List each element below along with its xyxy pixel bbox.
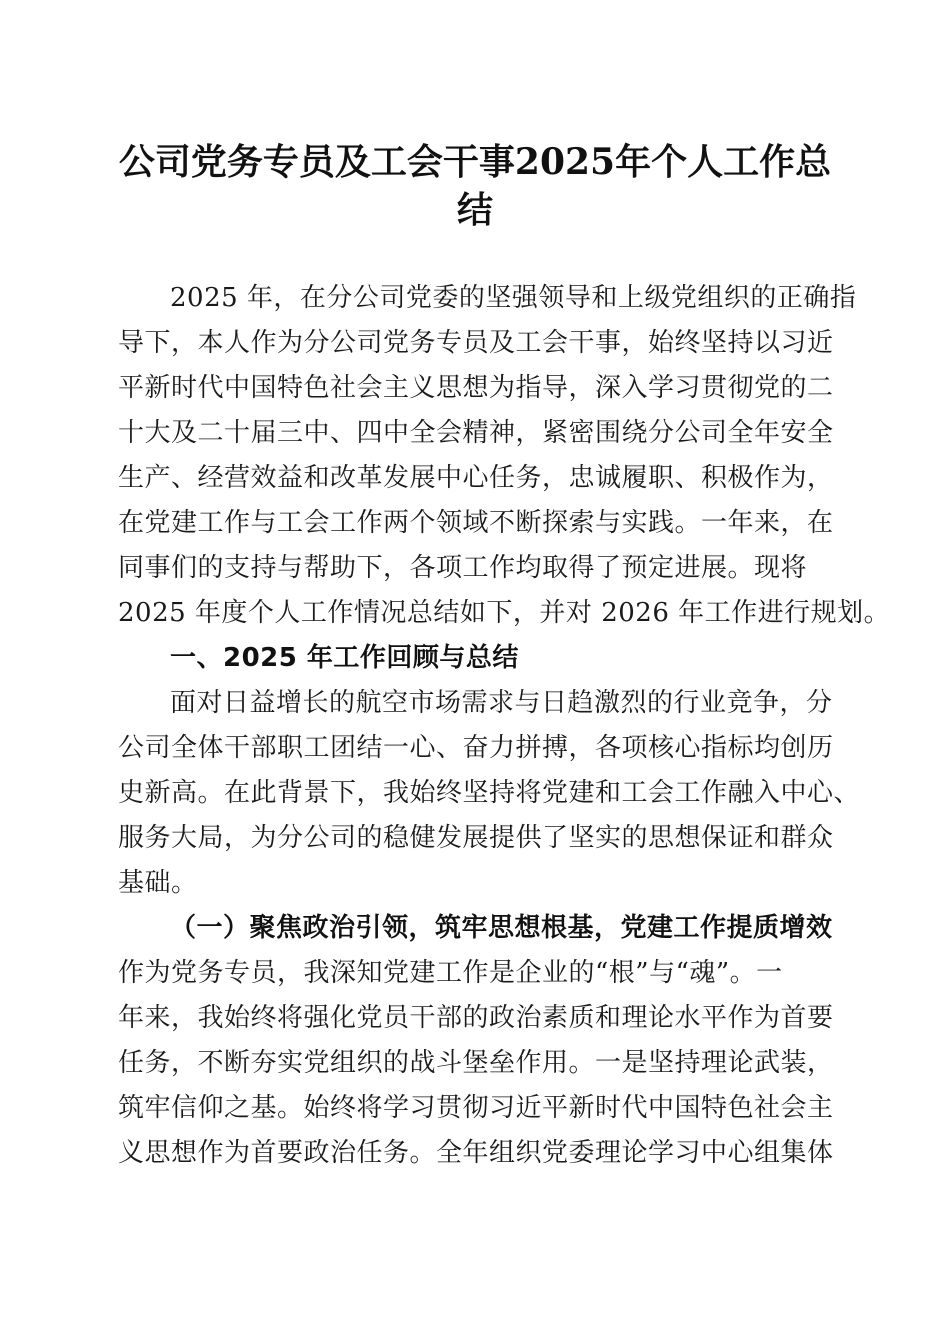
paragraph-line: 基础。: [118, 868, 198, 898]
paragraph-line: 在党建工作与工会工作两个领域不断探索与实践。一年来，在: [118, 508, 834, 538]
paragraph-line: 史新高。在此背景下，我始终坚持将党建和工会工作融入中心、: [118, 778, 861, 808]
subsection-heading: （一）聚焦政治引领，筑牢思想根基，党建工作提质增效: [170, 913, 833, 943]
paragraph-line: 任务，不断夯实党组织的战斗堡垒作用。一是坚持理论武装，: [118, 1048, 834, 1078]
paragraph-line: 面对日益增长的航空市场需求与日趋激烈的行业竞争，分: [170, 688, 833, 718]
paragraph-line: 同事们的支持与帮助下，各项工作均取得了预定进展。现将: [118, 553, 808, 583]
paragraph-line: 平新时代中国特色社会主义思想为指导，深入学习贯彻党的二: [118, 373, 834, 403]
document-title: 公司党务专员及工会干事2025年个人工作总结: [118, 141, 832, 231]
paragraph-line: 2025 年度个人工作情况总结如下，并对 2026 年工作进行规划。: [118, 598, 891, 628]
paragraph-line: 十大及二十届三中、四中全会精神，紧密围绕分公司全年安全: [118, 418, 834, 448]
paragraph-line: 年来，我始终将强化党员干部的政治素质和理论水平作为首要: [118, 1003, 834, 1033]
paragraph-line: 公司全体干部职工团结一心、奋力拼搏，各项核心指标均创历: [118, 733, 834, 763]
paragraph-line: 筑牢信仰之基。始终将学习贯彻习近平新时代中国特色社会主: [118, 1093, 834, 1123]
paragraph-line: 作为党务专员，我深知党建工作是企业的“根”与“魂”。一: [118, 958, 783, 988]
section-heading: 一、2025 年工作回顾与总结: [170, 643, 519, 673]
paragraph-line: 导下，本人作为分公司党务专员及工会干事，始终坚持以习近: [118, 328, 834, 358]
paragraph-line: 生产、经营效益和改革发展中心任务，忠诚履职、积极作为，: [118, 463, 834, 493]
paragraph-line: 2025 年，在分公司党委的坚强领导和上级党组织的正确指: [170, 283, 857, 313]
paragraph-line: 服务大局，为分公司的稳健发展提供了坚实的思想保证和群众: [118, 823, 834, 853]
paragraph-line: 义思想作为首要政治任务。全年组织党委理论学习中心组集体: [118, 1138, 834, 1168]
